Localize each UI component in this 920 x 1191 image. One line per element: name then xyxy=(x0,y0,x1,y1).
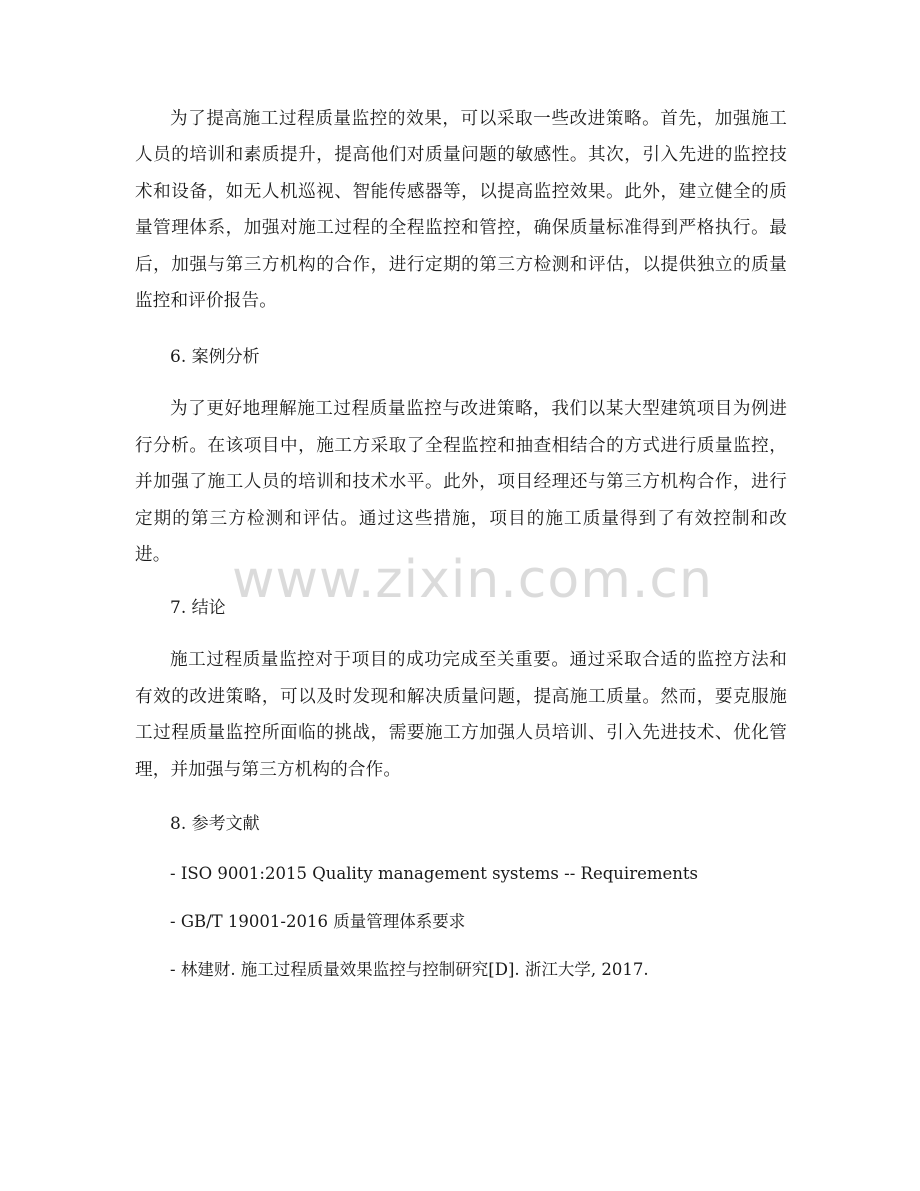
heading-conclusion: 7. 结论 xyxy=(170,598,226,619)
document-body xyxy=(135,101,787,986)
reference-item-thesis: - 林建财. 施工过程质量效果监控与控制研究[D]. 浙江大学, 2017. xyxy=(170,960,649,980)
paragraph-case-analysis: 为了更好地理解施工过程质量监控与改进策略，我们以某大型建筑项目为例进行分析。在该项目中，施工方采取了全程监控和抽查相结合的方式进行质量监控，并加强了施工人员的培训和技术水平。此外，项目经理还与第三方机构合作，进行定期的第三方检测和评估。通过这些措施，项目的施工质量得到了有效控制和改进。 xyxy=(135,399,787,566)
paragraph-improvement-strategies: 为了提高施工过程质量监控的效果，可以采取一些改进策略。首先，加强施工人员的培训和素质提升，提高他们对质量问题的敏感性。其次，引入先进的监控技术和设备，如无人机巡视、智能传感器等，以提高监控效果。此外，建立健全的质量管理体系，加强对施工过程的全程监控和管控，确保质量标准得到严格执行。最后，加强与第三方机构的合作，进行定期的第三方检测和评估，以提供独立的质量监控和评价报告。 xyxy=(135,109,787,312)
heading-case-analysis: 6. 案例分析 xyxy=(170,347,260,368)
reference-item-gbt: - GB/T 19001-2016 质量管理体系要求 xyxy=(170,912,466,932)
heading-references: 8. 参考文献 xyxy=(170,814,260,835)
paragraph-conclusion: 施工过程质量监控对于项目的成功完成至关重要。通过采取合适的监控方法和有效的改进策略，可以及时发现和解决质量问题，提高施工质量。然而，要克服施工过程质量监控所面临的挑战，需要施工方加强人员培训、引入先进技术、优化管理，并加强与第三方机构的合作。 xyxy=(135,650,787,780)
watermark: www.zixin.com.cn xyxy=(232,550,713,610)
reference-item-iso: - ISO 9001:2015 Quality management systems -- Requirements xyxy=(170,864,698,884)
